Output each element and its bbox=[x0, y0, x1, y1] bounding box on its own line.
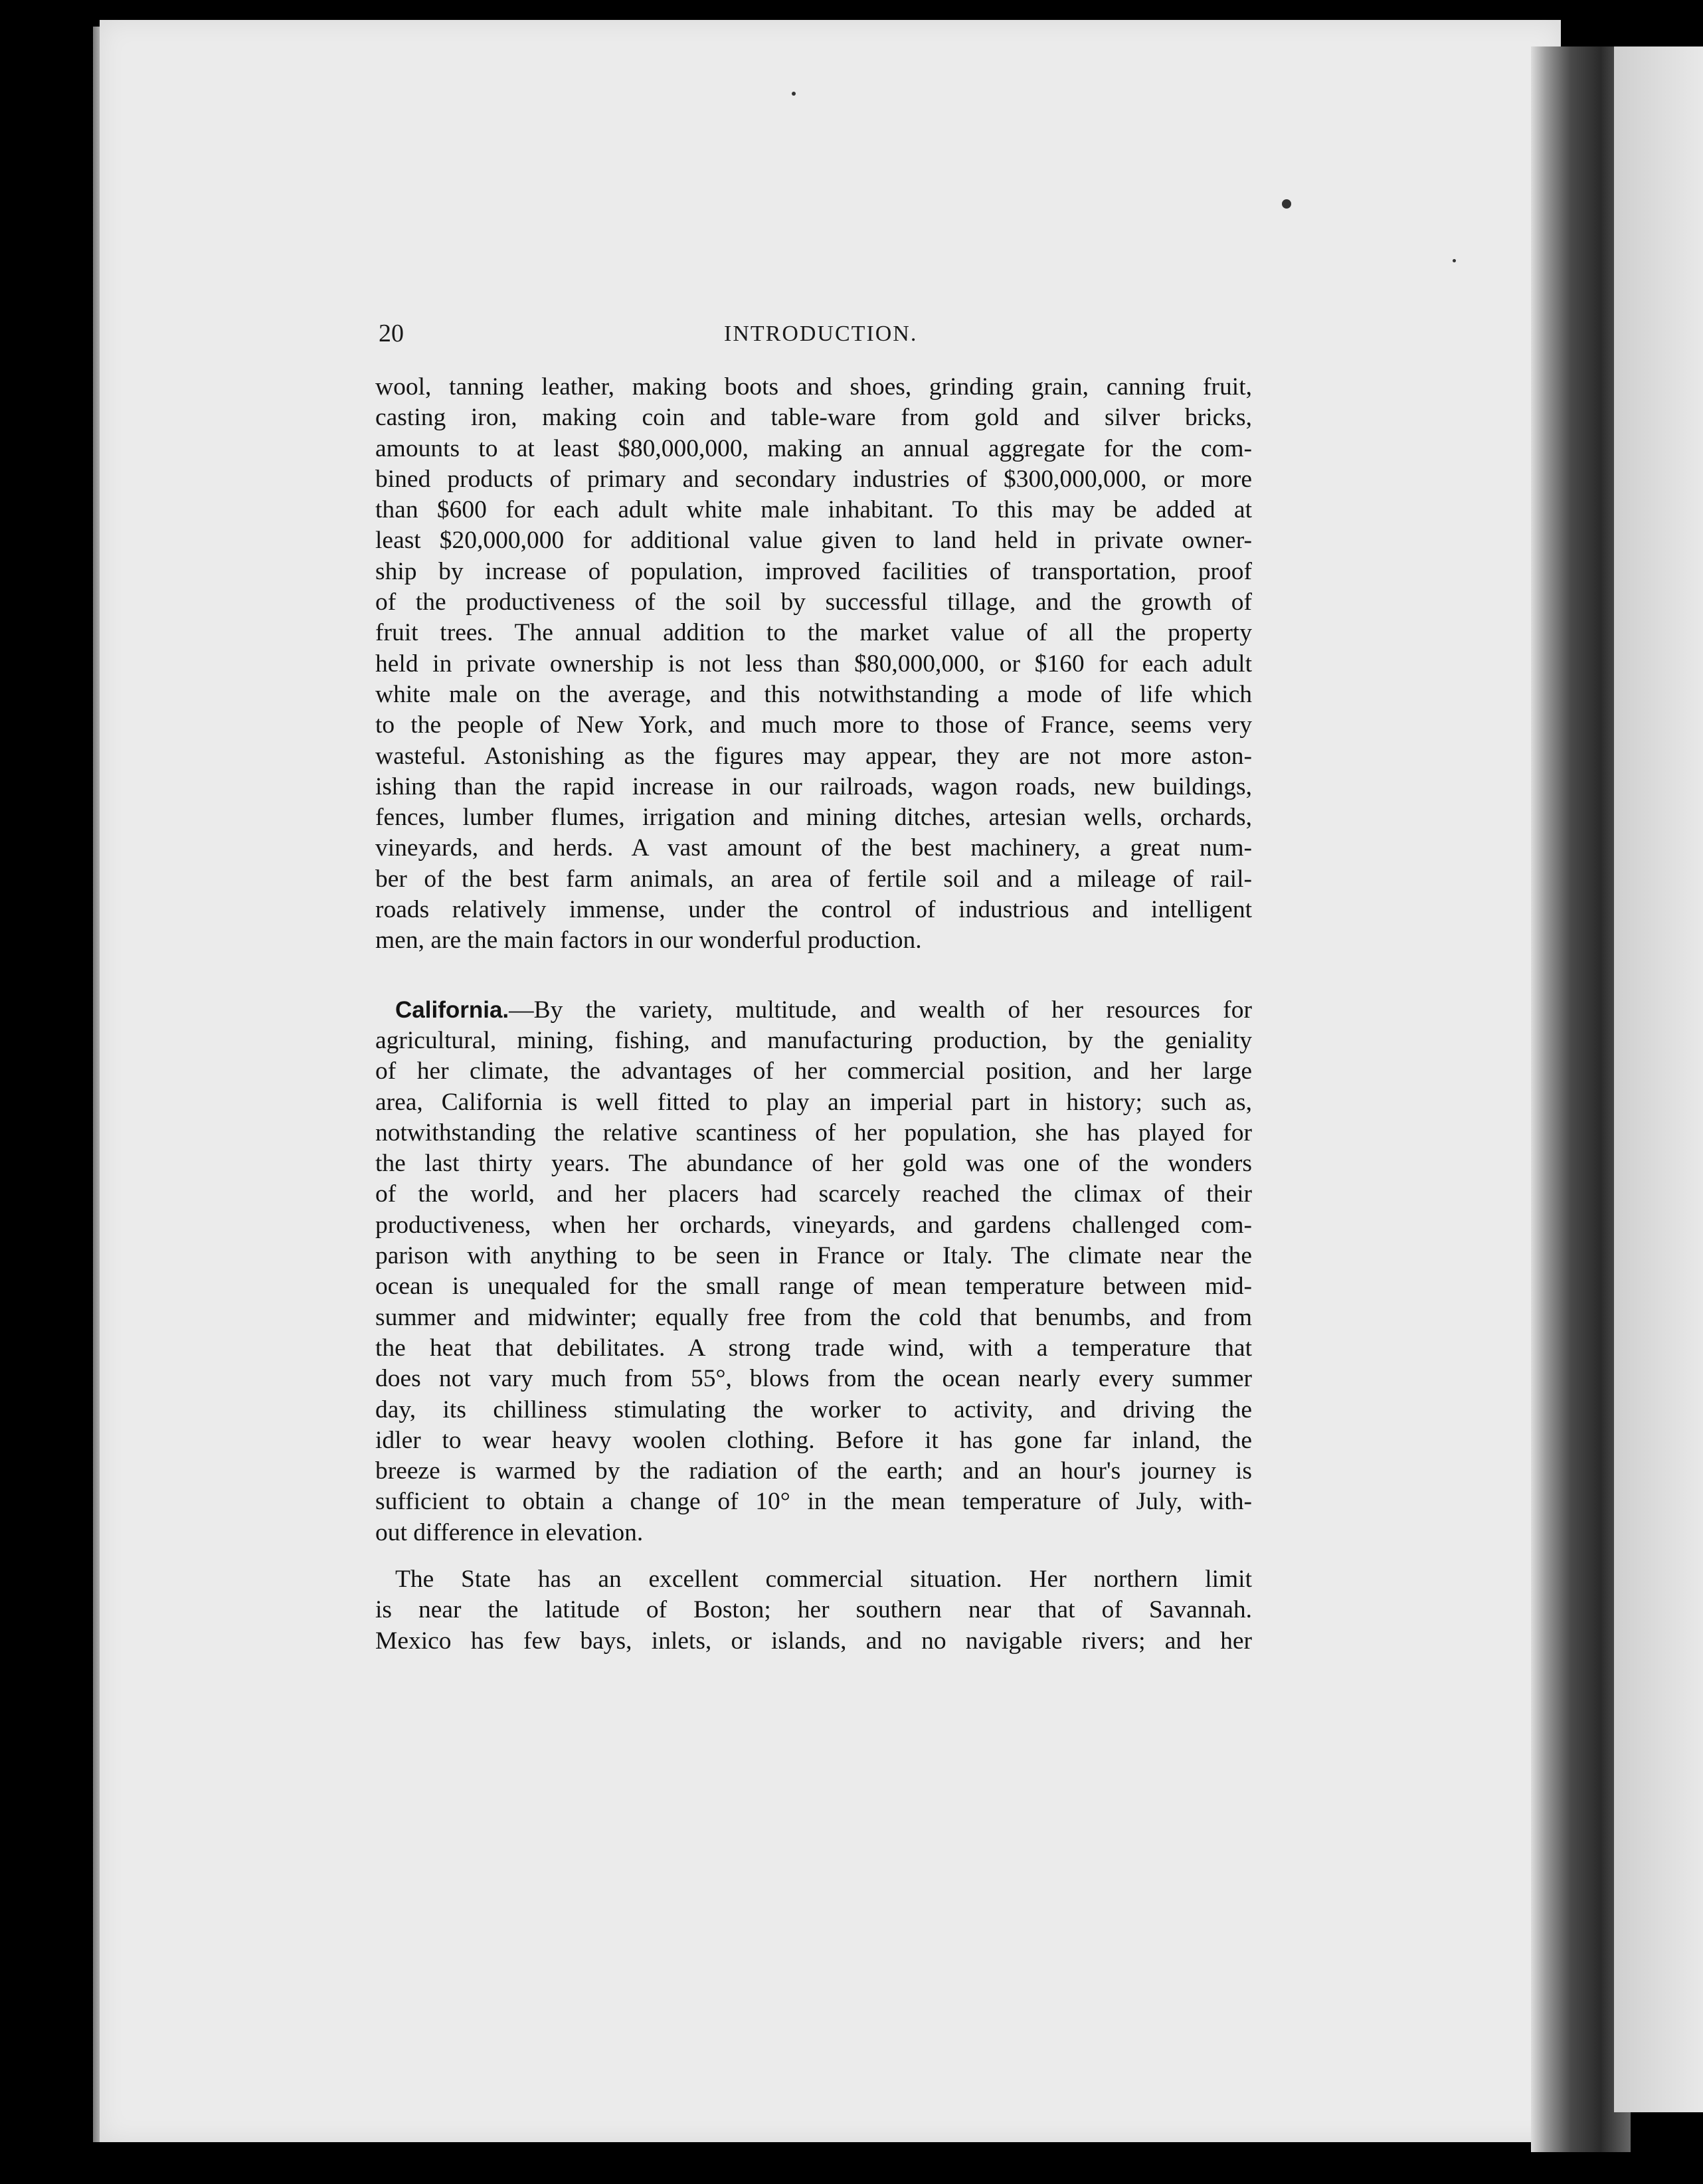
text-line: bined products of primary and secondary industries of $300,000,000, or more bbox=[375, 465, 1252, 493]
text-line: sufficient to obtain a change of 10° in the mean temperature of July, with- bbox=[375, 1488, 1252, 1516]
heading-continuation: —By the variety, multitude, and wealth of her resources for bbox=[509, 996, 1252, 1024]
text-line bbox=[375, 995, 1252, 1026]
scan-speck bbox=[1453, 259, 1456, 262]
text-line: amounts to at least $80,000,000, making an annual aggregate for the com- bbox=[375, 434, 1252, 462]
paragraph-commerce bbox=[375, 1564, 1252, 1657]
text-line: agricultural, mining, fishing, and manufacturing production, by the geniality bbox=[375, 1026, 1252, 1054]
page-number: 20 bbox=[379, 319, 404, 347]
body-text bbox=[375, 372, 1252, 1657]
text-line: ishing than the rapid increase in our railroads, wagon roads, new buildings, bbox=[375, 773, 1252, 800]
text-line: least $20,000,000 for additional value given to land held in private owner- bbox=[375, 527, 1252, 555]
text-line: than $600 for each adult white male inhabitant. To this may be added at bbox=[375, 496, 1252, 524]
text-line: breeze is warmed by the radiation of the earth; and an hour's journey is bbox=[375, 1457, 1252, 1485]
text-line: wasteful. Astonishing as the figures may appear, they are not more aston- bbox=[375, 742, 1252, 770]
paragraph-production bbox=[375, 372, 1252, 956]
text-line: vineyards, and herds. A vast amount of the best machinery, a great num- bbox=[375, 834, 1252, 862]
text-line: to the people of New York, and much more to those of France, seems very bbox=[375, 711, 1252, 739]
text-line: ocean is unequaled for the small range of mean temperature between mid- bbox=[375, 1273, 1252, 1301]
text-line: of the world, and her placers had scarcely reached the climax of their bbox=[375, 1180, 1252, 1208]
text-line: the last thirty years. The abundance of her gold was one of the wonders bbox=[375, 1150, 1252, 1178]
facing-page-edge bbox=[1614, 46, 1703, 2112]
text-line: idler to wear heavy woolen clothing. Before it has gone far inland, the bbox=[375, 1426, 1252, 1454]
text-line: The State has an excellent commercial situation. Her northern limit bbox=[395, 1565, 1252, 1593]
text-line: parison with anything to be seen in France or Italy. The climate near the bbox=[375, 1242, 1252, 1270]
text-line: fences, lumber flumes, irrigation and mining ditches, artesian wells, orchards, bbox=[375, 804, 1252, 832]
scan-speck bbox=[1282, 199, 1291, 209]
text-line: area, California is well fitted to play an imperial part in history; such as, bbox=[375, 1088, 1252, 1116]
scan-speck bbox=[792, 92, 796, 96]
text-line: ship by increase of population, improved facilities of transportation, proof bbox=[375, 557, 1252, 585]
text-line: ber of the best farm animals, an area of fertile soil and a mileage of rail- bbox=[375, 865, 1252, 893]
text-line: does not vary much from 55°, blows from the ocean nearly every summer bbox=[375, 1365, 1252, 1393]
text-line: Mexico has few bays, inlets, or islands, and no navigable rivers; and her bbox=[375, 1627, 1252, 1655]
text-line: the heat that debilitates. A strong trade wind, with a temperature that bbox=[375, 1334, 1252, 1362]
text-line: summer and midwinter; equally free from the cold that benumbs, and from bbox=[375, 1303, 1252, 1331]
text-line: men, are the main factors in our wonderful production. bbox=[375, 927, 922, 955]
text-line: roads relatively immense, under the control of industrious and intelligent bbox=[375, 896, 1252, 924]
text-line: of her climate, the advantages of her commercial position, and her large bbox=[375, 1057, 1252, 1085]
text-line: of the productiveness of the soil by successful tillage, and the growth of bbox=[375, 589, 1252, 616]
text-line: day, its chilliness stimulating the worker to activity, and driving the bbox=[375, 1396, 1252, 1423]
paragraph-california bbox=[375, 995, 1252, 1548]
text-line: notwithstanding the relative scantiness of her population, she has played for bbox=[375, 1119, 1252, 1146]
chapter-title: INTRODUCTION. bbox=[724, 321, 918, 346]
text-line: fruit trees. The annual addition to the market value of all the property bbox=[375, 619, 1252, 647]
text-line: productiveness, when her orchards, vineyards, and gardens challenged com- bbox=[375, 1211, 1252, 1239]
text-line: white male on the average, and this notwithstanding a mode of life which bbox=[375, 680, 1252, 708]
text-line: held in private ownership is not less than $80,000,000, or $160 for each adult bbox=[375, 650, 1252, 678]
text-line: casting iron, making coin and table-ware from gold and silver bricks, bbox=[375, 404, 1252, 432]
section-heading: California. bbox=[395, 996, 509, 1023]
text-line: out difference in elevation. bbox=[375, 1518, 644, 1546]
running-head bbox=[379, 319, 1242, 359]
text-line: is near the latitude of Boston; her southern near that of Savannah. bbox=[375, 1596, 1252, 1624]
text-line: wool, tanning leather, making boots and shoes, grinding grain, canning fruit, bbox=[375, 373, 1252, 401]
